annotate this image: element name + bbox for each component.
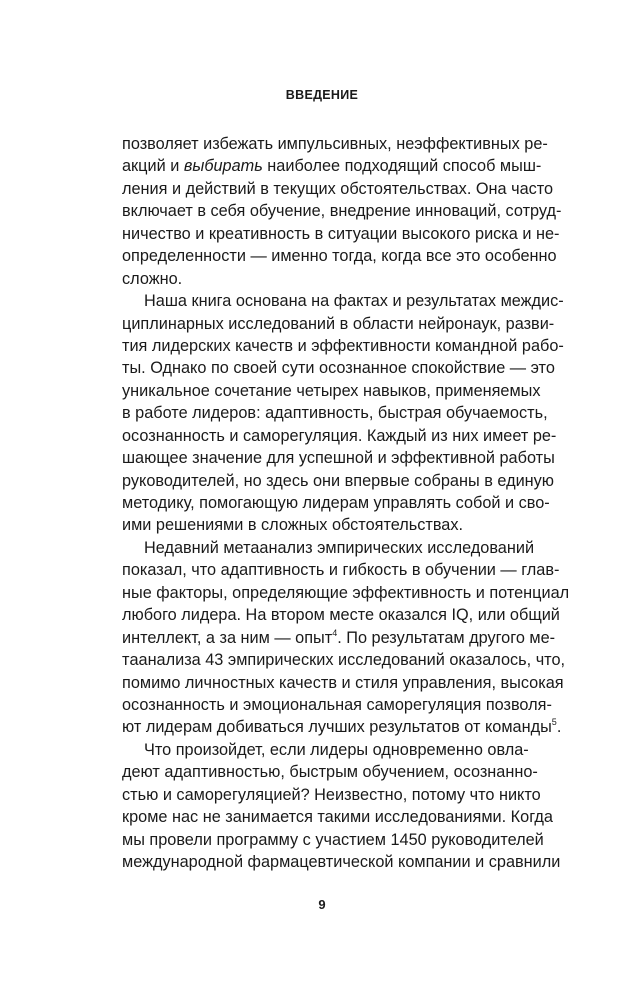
text-line — [122, 672, 564, 694]
text-run: включает в себя обучение, внедрение инноваций, сотруд- — [122, 202, 562, 221]
emphasis-text: выбирать — [183, 157, 263, 176]
text-line — [122, 380, 541, 402]
paragraph — [122, 290, 564, 537]
text-line — [122, 761, 538, 783]
text-line — [122, 178, 554, 200]
text-run: тия лидерских качеств и эффективности командной рабо- — [122, 336, 564, 355]
text-run: ими решениями в сложных обстоятельствах. — [122, 516, 463, 535]
text-line — [122, 492, 550, 514]
page-number: 9 — [318, 897, 326, 912]
paragraph — [122, 537, 570, 739]
text-line — [122, 559, 560, 581]
text-line — [122, 604, 560, 626]
text-line — [122, 313, 555, 335]
text-line — [122, 402, 548, 424]
text-run: . По результатам другого ме- — [337, 628, 556, 647]
paragraph — [122, 133, 562, 290]
text-run: сложно. — [122, 269, 183, 288]
text-run: . — [556, 718, 562, 737]
text-run: показал, что адаптивность и гибкость в обучении — глав- — [122, 561, 560, 580]
text-run: мы провели программу с участием 1450 руководителей — [122, 830, 544, 849]
text-run: Что произойдет, если лидеры одновременно овла- — [144, 740, 529, 759]
text-run: интеллект, а за ним — опыт — [122, 628, 333, 647]
text-run: ные факторы, определяющие эффективность и потенциал — [122, 583, 570, 602]
text-line — [122, 447, 555, 469]
running-header: ВВЕДЕНИЕ — [285, 88, 359, 102]
text-run: международной фармацевтической компании и сравнили — [122, 853, 561, 871]
text-run: методику, помогающую лидерам управлять собой и сво- — [122, 494, 550, 512]
text-line — [122, 200, 562, 222]
text-run: определенности — именно тогда, когда все это особенно — [122, 247, 557, 266]
text-line — [122, 784, 541, 806]
text-run: позволяет избежать импульсивных, неэффективных ре- — [122, 135, 548, 153]
text-run: осознанность и саморегуляция. Каждый из них имеет ре- — [122, 426, 557, 445]
text-run: ления и действий в текущих обстоятельствах. Она часто — [122, 179, 554, 198]
text-run: циплинарных исследований в области нейронаук, разви- — [122, 314, 555, 333]
text-run: ты. Однако по своей сути осознанное спокойствие — это — [122, 359, 555, 378]
text-run: деют адаптивностью, быстрым обучением, осознанно- — [122, 763, 538, 782]
text-run: Недавний метаанализ эмпирических исследований — [144, 538, 535, 557]
text-run: в работе лидеров: адаптивность, быстрая обучаемость, — [122, 404, 548, 423]
page-body-text — [122, 133, 570, 873]
text-line — [122, 470, 555, 492]
text-run: осознанность и эмоциональная саморегуляция позволя- — [122, 695, 552, 714]
text-run: ют лидерам добиваться лучших результатов от команды — [122, 718, 552, 737]
footnote-ref: 4 — [332, 627, 338, 638]
text-line — [122, 357, 555, 379]
text-run: ничество и креативность в ситуации высокого риска и не- — [122, 224, 560, 243]
text-line — [122, 851, 561, 873]
text-line — [122, 335, 564, 357]
footnote-ref: 5 — [551, 717, 557, 728]
text-line — [122, 694, 552, 716]
text-line — [122, 829, 544, 851]
text-line — [122, 537, 535, 559]
text-line — [122, 649, 566, 671]
text-run: шающее значение для успешной и эффективной работы — [122, 449, 555, 468]
text-line — [122, 627, 556, 649]
text-line — [122, 155, 542, 177]
text-run: любого лидера. На втором месте оказался IQ, или общий — [122, 606, 560, 625]
text-line — [122, 268, 523, 290]
text-run: акций и — [122, 157, 184, 176]
text-line — [122, 245, 557, 267]
text-run: наиболее подходящий способ мыш- — [262, 157, 542, 176]
text-line — [122, 223, 560, 245]
text-run: тaанализа 43 эмпирических исследований оказалось, что, — [122, 651, 566, 670]
text-run: уникальное сочетание четырех навыков, применяемых — [122, 381, 541, 400]
text-line — [122, 290, 564, 312]
text-run: помимо личностных качеств и стиля управления, высокая — [122, 673, 564, 692]
text-run: руководителей, но здесь они впервые собраны в единую — [122, 471, 555, 490]
text-run: стью и саморегуляцией? Неизвестно, потому что никто — [122, 785, 541, 804]
text-run: кроме нас не занимается такими исследованиями. Когда — [122, 808, 553, 827]
text-line — [122, 133, 548, 155]
text-line — [122, 739, 529, 761]
paragraph — [122, 739, 561, 874]
text-line — [122, 425, 557, 447]
text-run: Наша книга основана на фактах и результатах междис- — [144, 292, 564, 311]
text-line — [122, 514, 523, 536]
text-line — [122, 582, 570, 604]
text-line — [122, 716, 562, 738]
text-line — [122, 806, 553, 828]
